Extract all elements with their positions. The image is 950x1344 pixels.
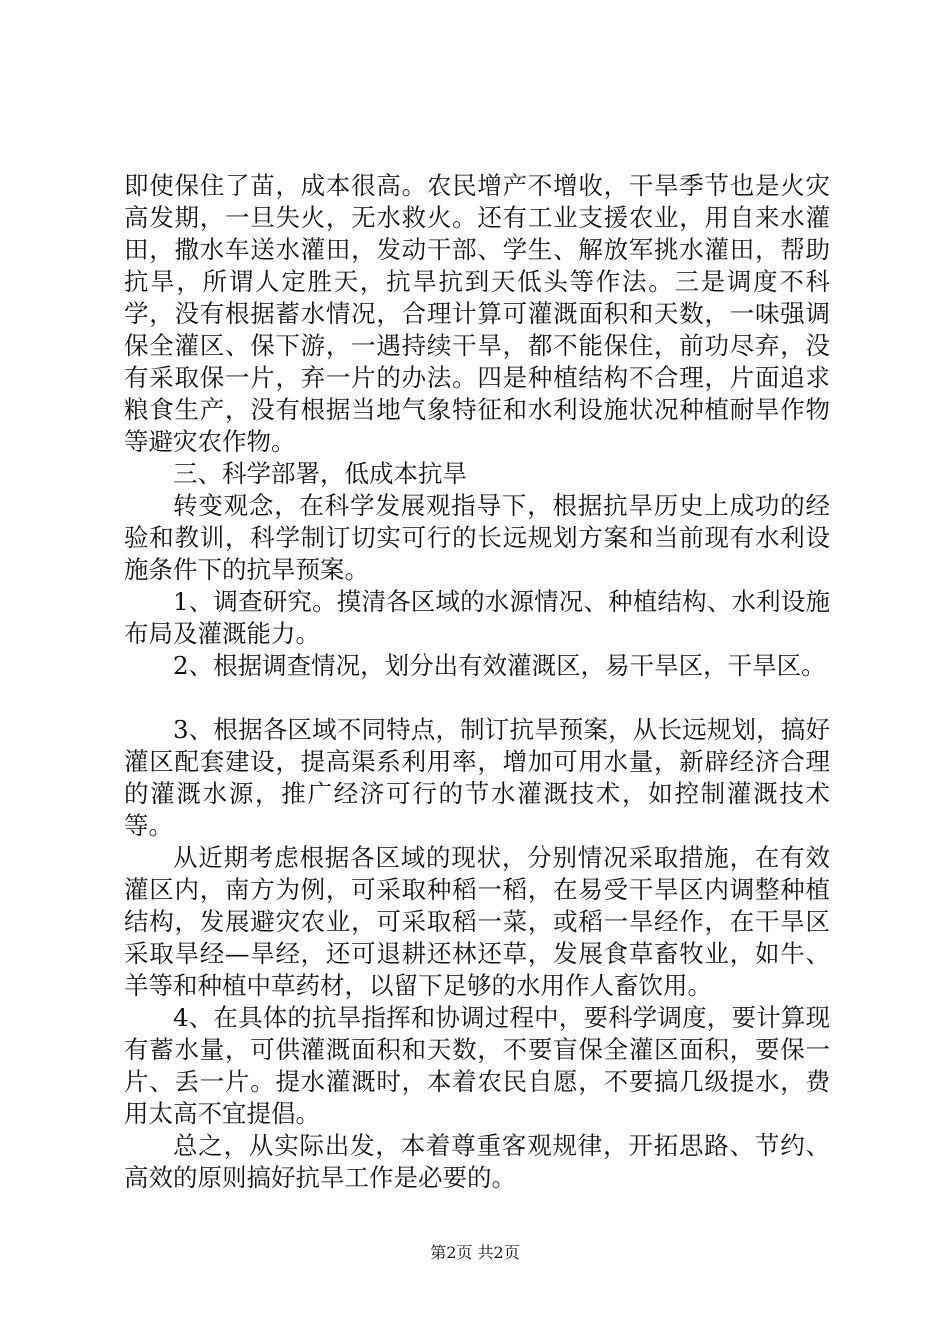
paragraph-item-1-investigation: 1、调查研究。摸清各区域的水源情况、种植结构、水利设施布局及灌溉能力。 — [124, 587, 830, 648]
paragraph-continued-causes: 即使保住了苗，成本很高。农民增产不增收，干旱季节也是火灾高发期，一旦失火，无水救火。还有工业支援农业，用自来水灌田，撒水车送水灌田，发动干部、学生、解放军挑水灌田，帮助抗旱，所谓人定胜天，抗旱抗到天低头等作法。三是调度不科学，没有根据蓄水情况，合理计算可灌溉面积和天数，一味强调保全灌区、保下游，一遇持续干旱，都不能保住，前功尽弃，没有采取保一片，弃一片的办法。四是种植结构不合理，片面追求粮食生产，没有根据当地气象特征和水利设施状况种植耐旱作物等避灾农作物。 — [124, 171, 830, 456]
document-body — [124, 170, 830, 1194]
paragraph-change-concepts: 转变观念，在科学发展观指导下，根据抗旱历史上成功的经验和教训，科学制订切实可行的长远规划方案和当前现有水利设施条件下的抗旱预案。 — [124, 491, 830, 584]
section-heading-scientific-deployment: 三、科学部署，低成本抗旱 — [173, 459, 467, 488]
paragraph-item-4-dispatch: 4、在具体的抗旱指挥和协调过程中，要科学调度，要计算现有蓄水量，可供灌溉面积和天数，不要盲保全灌区面积，要保一片、丢一片。提水灌溉时，本着农民自愿，不要搞几级提水，费用太高不宜提倡。 — [124, 1003, 830, 1128]
page-footer: 第2页 共2页 — [430, 1243, 520, 1262]
blank-line — [124, 682, 830, 714]
paragraph-near-term-measures: 从近期考虑根据各区域的现状，分别情况采取措施，在有效灌区内，南方为例，可采取种稻一稻，在易受干旱区内调整种植结构，发展避灾农业，可采取稻一菜，或稻一旱经作，在干旱区采取旱经—旱经，还可退耕还林还草，发展食草畜牧业，如牛、羊等和种植中草药材，以留下足够的水用作人畜饮用。 — [124, 843, 830, 1000]
paragraph-item-3-plan: 3、根据各区域不同特点，制订抗旱预案，从长远规划，搞好灌区配套建设，提高渠系利用率，增加可用水量，新辟经济合理的灌溉水源，推广经济可行的节水灌溉技术，如控制灌溉技术等。 — [124, 715, 830, 840]
paragraph-item-2-zoning: 2、根据调查情况，划分出有效灌溉区，易干旱区，干旱区。 — [173, 651, 826, 680]
paragraph-conclusion: 总之，从实际出发，本着尊重客观规律，开拓思路、节约、高效的原则搞好抗旱工作是必要的。 — [124, 1131, 830, 1192]
